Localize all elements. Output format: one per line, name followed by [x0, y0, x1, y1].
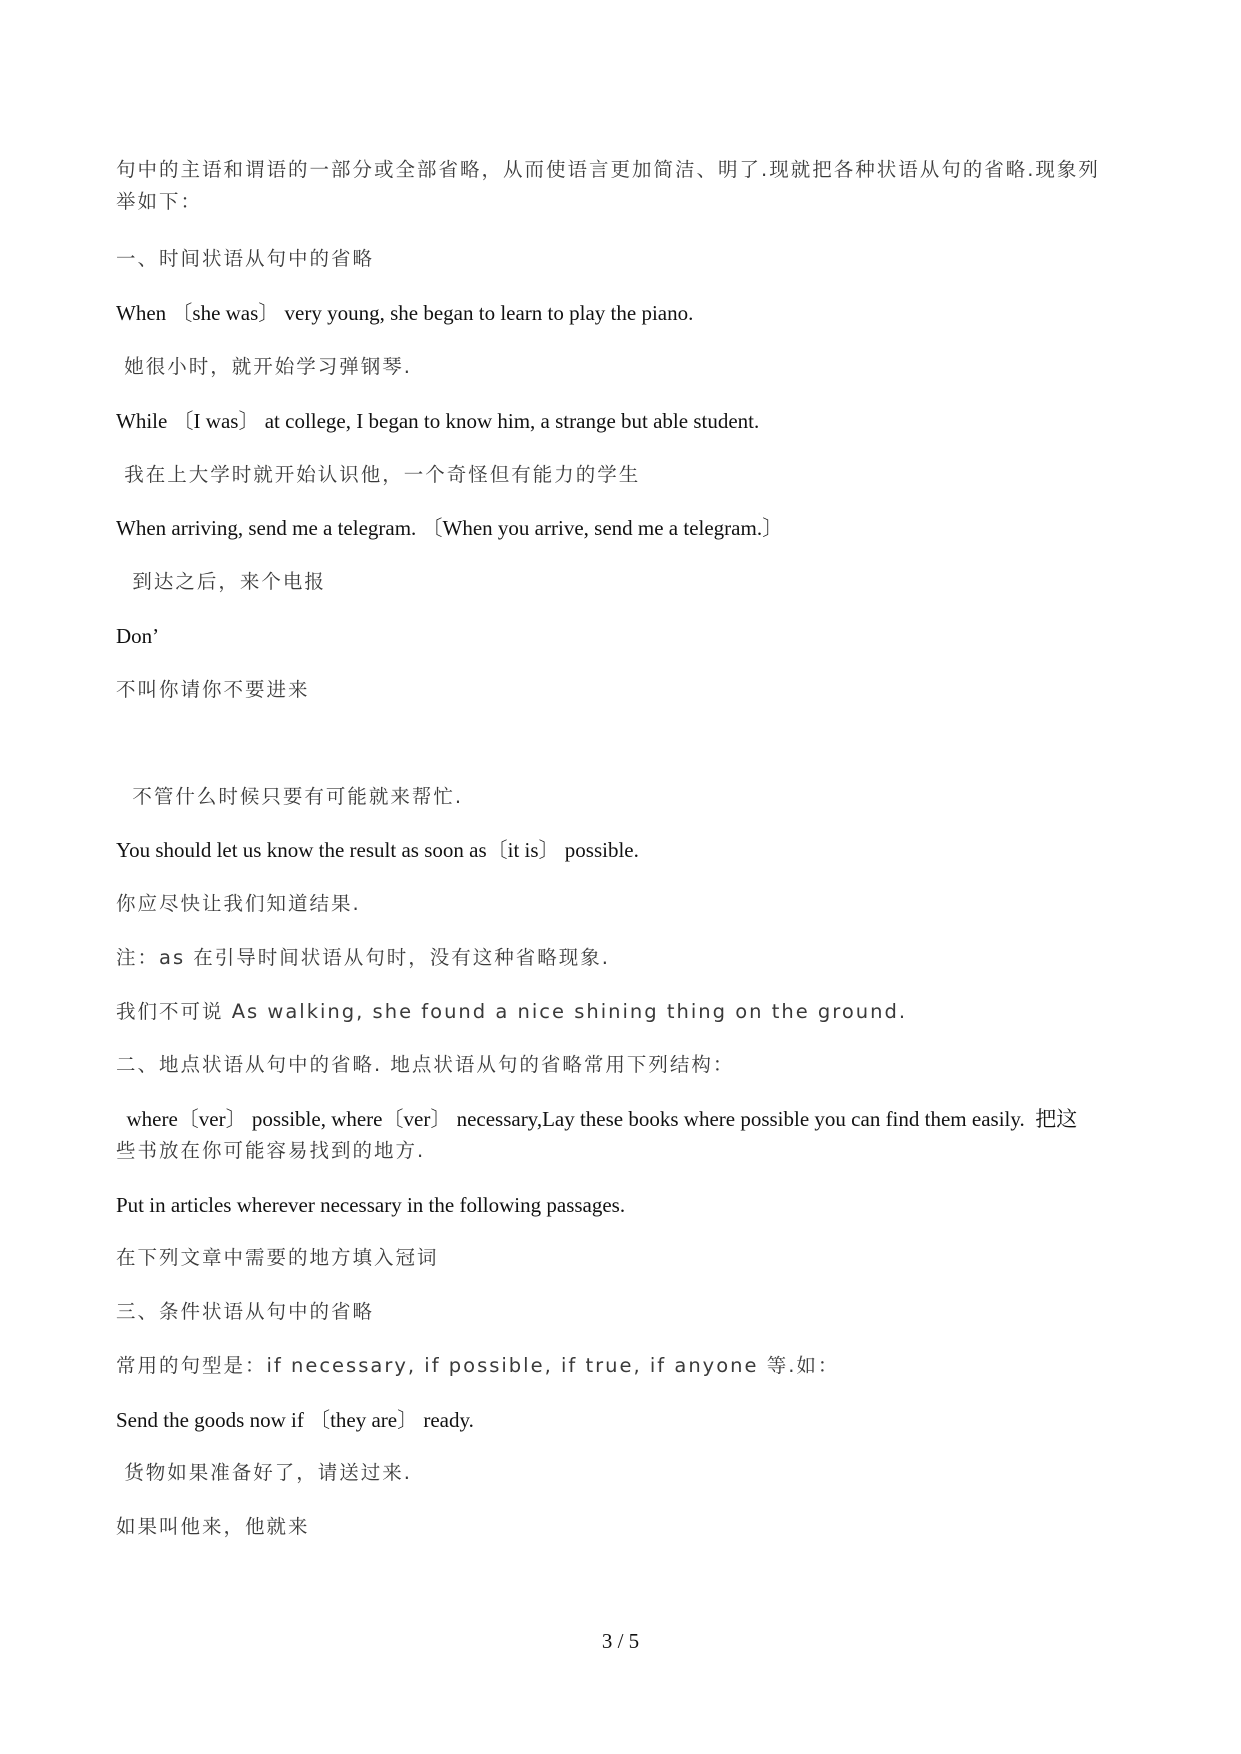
intro-line-1: 句中的主语和谓语的一部分或全部省略，从而使语言更加简洁、明了.现就把各种状语从句的省略.现象列: [116, 158, 1100, 181]
example-translation: 你应尽快让我们知道结果.: [116, 892, 361, 915]
page-number: 3 / 5: [601, 1629, 640, 1653]
example-english: Don’: [116, 624, 160, 648]
example-english: When 〔she was〕 very young, she began to learn to play the piano.: [116, 301, 694, 325]
example-english: where〔ver〕 possible, where〔ver〕 necessary,Lay these books where possible you can find them easily. 把这: [116, 1107, 1078, 1131]
example-translation: 在下列文章中需要的地方填入冠词: [116, 1246, 439, 1269]
note-example: 我们不可说 As walking, she found a nice shining thing on the ground.: [116, 1000, 908, 1023]
example-translation: 她很小时，就开始学习弹钢琴.: [116, 355, 412, 378]
example-translation: 我在上大学时就开始认识他，一个奇怪但有能力的学生: [116, 463, 641, 486]
pattern-line: 常用的句型是：if necessary, if possible, if true, if anyone 等.如：: [116, 1354, 840, 1377]
example-english: Send the goods now if 〔they are〕 ready.: [116, 1408, 474, 1432]
example-translation: 不叫你请你不要进来: [116, 678, 310, 701]
example-translation: 些书放在你可能容易找到的地方.: [116, 1139, 426, 1162]
note-line: 注：as 在引导时间状语从句时，没有这种省略现象.: [116, 946, 611, 969]
example-english: You should let us know the result as soon as〔it is〕 possible.: [116, 838, 639, 862]
example-translation: 如果叫他来，他就来: [116, 1515, 310, 1538]
example-translation: 货物如果准备好了，请送过来.: [116, 1461, 412, 1484]
section-heading-place: 二、地点状语从句中的省略. 地点状语从句的省略常用下列结构：: [116, 1053, 735, 1076]
section-heading-condition: 三、条件状语从句中的省略: [116, 1300, 375, 1323]
intro-line-2: 举如下：: [116, 190, 203, 213]
example-english: Put in articles wherever necessary in the following passages.: [116, 1193, 626, 1217]
example-translation: 不管什么时候只要有可能就来帮忙.: [116, 785, 464, 808]
example-english: When arriving, send me a telegram. 〔When you arrive, send me a telegram.〕: [116, 516, 784, 540]
example-translation: 到达之后，来个电报: [116, 570, 326, 593]
section-heading-time: 一、时间状语从句中的省略: [116, 247, 375, 270]
example-english: While 〔I was〕 at college, I began to know him, a strange but able student.: [116, 409, 760, 433]
